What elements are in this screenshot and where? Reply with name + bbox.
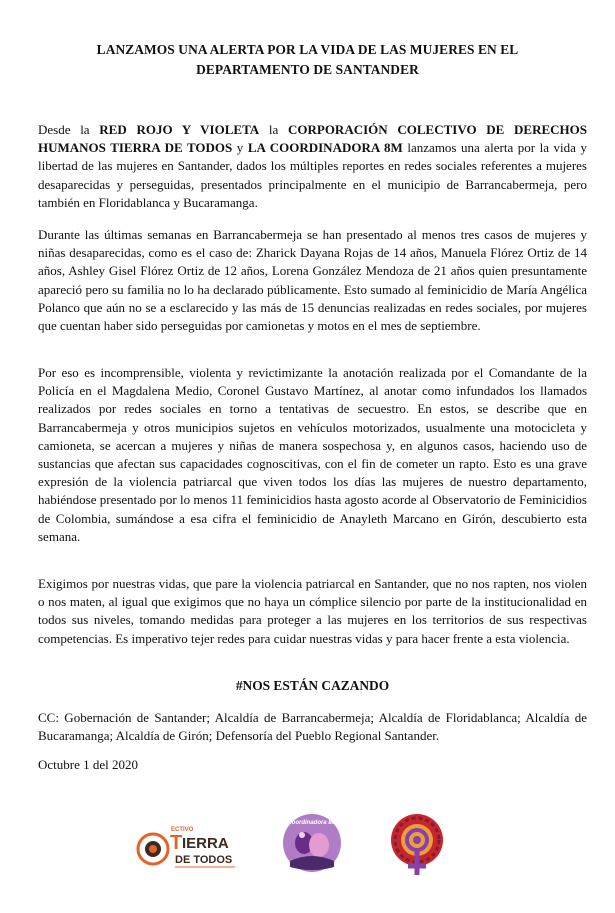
tierra-core	[149, 845, 157, 853]
tierra-top-text: ECTIVO	[171, 827, 194, 833]
paragraph-intro	[38, 121, 587, 212]
red-rojo-violeta-logo	[382, 811, 452, 881]
paragraph-police: Por eso es incomprensible, violenta y revictimizante la anotación realizada por el Comandante de la Policía en el Magdalena Medio, Coronel Gustavo Martínez, al anotar como infundados los llamados realizados por redes sociales en torno a tentativas de secuestro. En estos, se describe que en Barrancabermeja y otros municipios sujetos en vehículos motorizados, usualmente una motocicleta y camioneta, se acercan a mujeres y niñas de manera sospechosa y, en algunos casos, haciendo uso de sustancias que afectan sus capacidades cognoscitivas, con el fin de cometer un rapto. Esto es una grave expresión de la violencia patriarcal que viven todos los días las mujeres de nuestro departamento, habiéndose presentado por lo menos 11 feminicidios hasta agosto acorde al Observatorio de Feminicidios de Colombia, sumándose a esa cifra el feminicidio de Anayleth Marcano en Girón, descubierto esta semana.	[38, 365, 587, 544]
tierra-de-todos-logo	[135, 823, 245, 871]
tierra-main-text: IERRA	[182, 835, 229, 852]
intro-org-red: RED ROJO Y VIOLETA	[99, 122, 260, 137]
coordinadora-8m-logo	[282, 813, 342, 873]
tierra-sub-text: DE TODOS	[175, 854, 233, 866]
emblem-fist	[413, 836, 421, 844]
intro-text-a: Desde la	[38, 122, 100, 137]
paragraph-cases: Durante las últimas semanas en Barrancabermeja se han presentado al menos tres casos de mujeres y niñas desaparecidas, como es el caso de: Zharick Dayana Rojas de 14 años, Manuela Flórez Ortiz de 14 años, Ashley Gisel Flórez Ortiz de 12 años, Lorena González Mendoza de 21 años quien presuntamente apareció pero su familia no lo ha declarado públicamente. Esto sumado al feminicidio de María Angélica Polanco que aún no se a esclarecido y las más de 15 denuncias realizadas en redes sociales, por mujeres que cuentan haber sido perseguidas por camionetas y motos en el mes de septiembre.	[38, 227, 587, 334]
coordinadora-face	[299, 832, 305, 838]
cc-recipients: CC: Gobernación de Santander; Alcaldía de Barrancabermeja; Alcaldía de Floridablanca; Alcaldía de Bucaramanga; Alcaldía de Girón; Defensoría del Pueblo Regional Santander.	[38, 710, 587, 744]
intro-org-corporacion: CORPORACIÓN COLECTIVO DE DERECHOS HUMANOS TIERRA DE TODOS	[38, 122, 587, 156]
logo-strip	[0, 805, 615, 885]
document-date: Octubre 1 del 2020	[38, 757, 139, 772]
intro-text-c: la	[259, 122, 288, 137]
coordinadora-label: Coordinadora 8M	[287, 820, 337, 826]
hashtag-heading: #NOS ESTÁN CAZANDO	[235, 678, 390, 693]
intro-text-g: lanzamos una alerta por la vida y libertad de las mujeres en Santander, dados los múltiples reportes en redes sociales referentes a mujeres desaparecidas y perseguidas, presentados principalmente en el municipio de Barrancabermeja, pero también en Floridablanca y Bucaramanga.	[38, 140, 587, 210]
tierra-initial: T	[170, 832, 183, 854]
document-title: LANZAMOS UNA ALERTA POR LA VIDA DE LAS MUJERES EN EL DEPARTAMENTO DE SANTANDER	[96, 42, 519, 77]
coordinadora-figure-right	[309, 833, 329, 857]
intro-org-coordinadora: LA COORDINADORA 8M	[247, 140, 403, 156]
intro-text-e: y	[232, 140, 248, 156]
paragraph-demands: Exigimos por nuestras vidas, que pare la violencia patriarcal en Santander, que no nos rapten, nos violen o nos maten, al igual que exigimos que no haya un cómplice silencio por parte de la institucionalidad en todos sus niveles, tomando medidas para proteger a las mujeres en los territorios de sus respectivas competencias. Es imperativo tejer redes para cuidar nuestras vidas y para hacer frente a esta violencia.	[38, 576, 587, 646]
